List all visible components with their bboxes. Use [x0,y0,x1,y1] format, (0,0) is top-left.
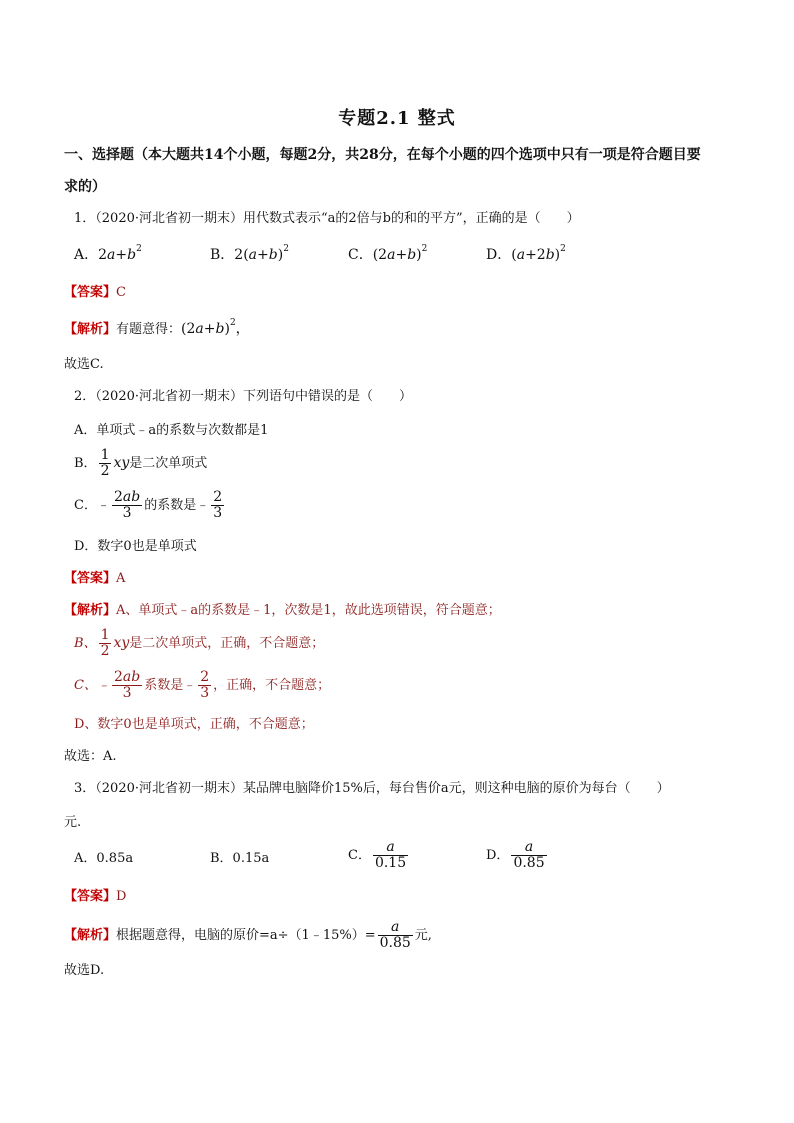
q1-option-c-label: C． [348,247,373,263]
section-header-line2: 求的） [64,179,106,195]
q3-stem: 3．（2020·河北省初一期末）某品牌电脑降价15%后，每台售价a元，则这种电脑的原价为每台（ ） [74,781,670,796]
q1-option-a-label: A． [74,247,99,263]
q1-stem: 1．（2020·河北省初一期末）用代数式表示“a的2倍与b的和的平方”，正确的是（ ） [74,211,580,226]
page-title: 专题2.1 整式 [338,108,456,129]
section-header-line1: 一、选择题（本大题共14个小题，每题2分，共28分，在每个小题的四个选项中只有一项是符合题目要 [64,147,701,163]
q2-option-c-mid: 的系数是﹣ [144,498,210,513]
q2-analysis-c-mid: 系数是﹣ [144,678,197,693]
q2-analysis-a-text: A、单项式﹣a的系数是﹣1，次数是1，故此选项错误，符合题意； [116,603,501,618]
answer-label: 【答案】 [64,889,117,904]
q1-answer-value: C [116,285,126,300]
q1-analysis-text: 有题意得： [116,322,182,337]
q3-answer [64,888,126,906]
q2-analysis-b: B、 $\frac{1}{2}$ xy是二次单项式，正确，不合题意； [74,627,325,659]
q3-answer-value: D [116,889,127,904]
q2-conclusion: 故选：A. [64,749,117,764]
analysis-label: 【解析】 [64,603,117,618]
q2-option-d: D．数字0也是单项式 [74,539,197,554]
q2-option-b: B． $\frac{1}{2}$ xy是二次单项式 [74,447,208,479]
q3-option-b: B．0.15a [210,851,270,866]
q1-answer [64,284,126,302]
q1-option-a: A．$2a+b^2$ [74,244,142,263]
q2-answer-value: A [116,571,126,586]
q3-option-d-label: D． [486,848,510,863]
q2-option-a: A．单项式﹣a的系数与次数都是1 [74,423,269,438]
q1-option-d: D．$(a+2b)^2$ [486,244,566,263]
q1-option-d-label: D． [486,247,512,263]
q1-analysis: 【解析】有题意得：$(2a+b)^2$， [64,318,250,337]
q1-option-c: C．$(2a+b)^2$ [348,244,428,263]
q2-analysis-c: C、﹣ $\frac{2ab}{3}$ 系数是﹣ $\frac{2}{3}$ ，正确，不合题意； [74,669,331,701]
q1-option-b-label: B． [210,247,235,263]
q2-option-c: C．﹣ $\frac{2ab}{3}$ 的系数是﹣ $\frac{2}{3}$ [74,489,223,521]
q1-conclusion: 故选C. [64,357,104,372]
q3-option-a: A．0.85a [74,851,134,866]
answer-label: 【答案】 [64,571,117,586]
q3-analysis: 【解析】根据题意得，电脑的原价=a÷（1﹣15%）= $\frac{a}{0.85}$ 元, [64,919,432,951]
analysis-label: 【解析】 [64,322,117,337]
q2-analysis-a [64,602,501,620]
q2-analysis-d: D、数字0也是单项式，正确，不合题意； [74,717,314,732]
q2-option-b-label: B． [74,456,97,471]
analysis-label: 【解析】 [64,928,117,943]
q3-option-d: D． $\frac{a}{0.85}$ [486,839,545,871]
q2-option-c-label: C．﹣ [74,498,110,513]
q3-conclusion: 故选D. [64,963,105,978]
q2-analysis-c-end: ，正确，不合题意； [213,678,331,693]
q1-option-b: B．$2(a+b)^2$ [210,244,289,263]
q2-stem: 2．（2020·河北省初一期末）下列语句中错误的是（ ） [74,389,412,404]
q2-analysis-c-label: C、﹣ [74,678,110,693]
answer-label: 【答案】 [64,285,117,300]
q2-option-b-text: 是二次单项式 [129,456,208,471]
q3-option-c: C． $\frac{a}{0.15}$ [348,839,407,871]
q3-analysis-end: 元, [414,928,432,943]
q3-option-c-label: C． [348,848,371,863]
q2-answer [64,570,125,588]
q2-analysis-b-label: B、 [74,636,97,651]
q3-analysis-text: 根据题意得，电脑的原价=a÷（1﹣15%）= [116,928,376,943]
q3-stem-cont: 元. [64,815,82,830]
q2-analysis-b-text: 是二次单项式，正确，不合题意； [129,636,325,651]
